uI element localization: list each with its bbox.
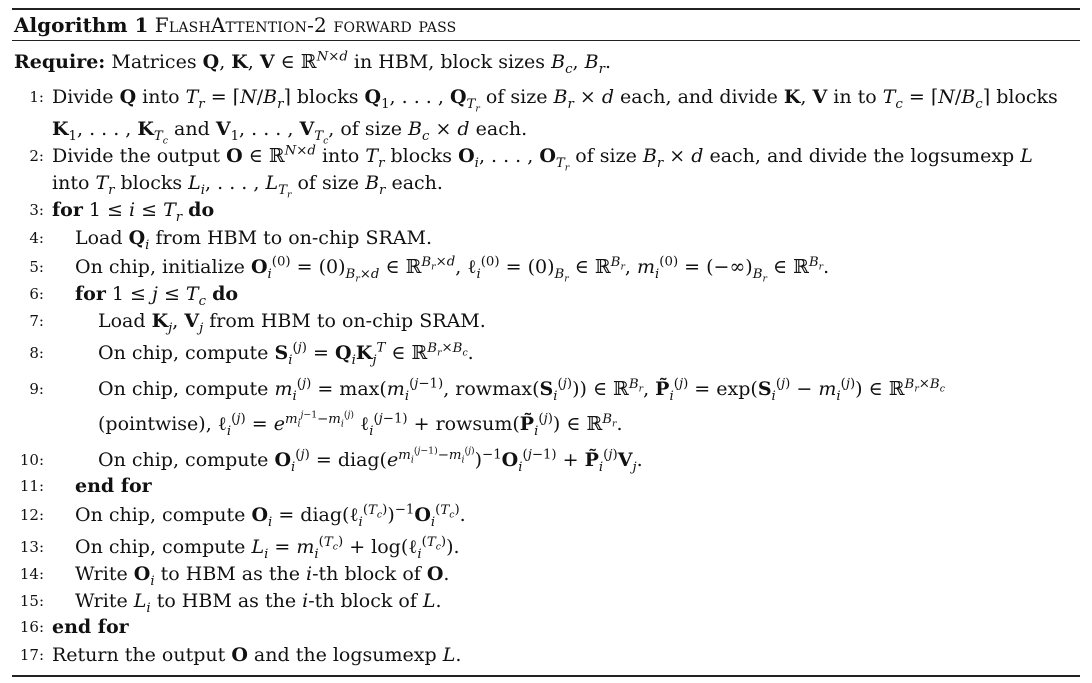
line-number: 13: (19, 538, 44, 556)
line-number: 11: (19, 477, 44, 495)
line-number: 12: (19, 506, 44, 524)
line-text: Load $K_j$, $V_j$ from HBM to on-chip SRAM. (98, 310, 486, 336)
line-number: 10: (19, 451, 44, 469)
line-text: for $1 \le j \le T_c$ do (75, 283, 239, 309)
line-text: (pointwise), ℓ$_i^{(j)}$ = $e^{m_i^{j-1}-m_i^{(j)}}$ ℓ$_i^{(j-1)}$ + $rowsum(P̃_i^{(j)})$ ∈ ℝ$^{B_r}$. (98, 409, 623, 439)
line-text: On chip, compute $m_i^{(j)} = \max(m_i^{(j-1)}$, $rowmax(S_i^{(j)})$) ∈ ℝ$^{B_r}$, $P̃_i^{(j)} = \exp(S_i^{(j)} - m_i^{(j)})$ ∈ ℝ$^{B_r\times B_c}$ (98, 376, 945, 404)
caption-rule (12, 40, 1080, 41)
line-text: for $1 \le i \le T_r$ do (52, 199, 215, 225)
line-text: Write $L_i$ to HBM as the i-th block of L. (75, 590, 442, 616)
line-text: Divide the output O ∈ ℝ$^{N\times d}$ into $T_r$ blocks $O_i$, . . . , $O_{T_r}$ of size $B_r \times d$ each, and divide the logsumexp L (52, 143, 1033, 174)
algorithm-title: FlashAttention-2 forward pass (154, 13, 457, 37)
require-line (14, 49, 611, 75)
line-number: 17: (19, 646, 44, 664)
line-number: 9: (29, 380, 44, 398)
line-text: Return the output O and the logsumexp L. (52, 644, 462, 666)
line-text: On chip, compute $S_i^{(j)} = Q_iK_j^T$ ∈ ℝ$^{B_r\times B_c}$. (98, 340, 474, 368)
line-number: 7: (29, 312, 44, 330)
line-number: 5: (29, 258, 44, 276)
line-text: Load $Q_i$ from HBM to on-chip SRAM. (75, 227, 433, 253)
line-text: $K_1$, . . . , $K_{T_c}$ and $V_1$, . . . , $V_{T_c}$, of size $B_c \times d$ each. (52, 118, 528, 147)
line-number: 15: (19, 592, 44, 610)
line-number: 4: (29, 229, 44, 247)
line-number: 14: (19, 565, 44, 583)
line-text: On chip, initialize $O_i^{(0)} = (0)_{B_r\times d}$ ∈ ℝ$^{B_r\times d}$, ℓ$_i^{(0)}$ = $(0)_{B_r}$ ∈ ℝ$^{B_r}$, $m_i^{(0)} = (-\infty)_{B_r}$ ∈ ℝ$^{B_r}$. (75, 254, 830, 285)
top-rule (12, 8, 1080, 10)
algorithm-caption (14, 13, 456, 37)
line-number: 16: (19, 618, 44, 636)
line-number: 8: (29, 344, 44, 362)
line-text: end for (52, 616, 129, 638)
line-text: On chip, compute $O_i^{(j)}$ = $diag(e^{m_i^{(j-1)}-m_i^{(j)}})^{-1}O_i^{(j-1)}$ + $P̃_i^{(j)}V_j$. (98, 445, 643, 475)
line-number: 1: (29, 88, 44, 106)
line-number: 6: (29, 285, 44, 303)
require-keyword: Require: (14, 51, 106, 73)
line-number: 2: (29, 147, 44, 165)
line-number: 3: (29, 201, 44, 219)
bottom-rule (12, 675, 1080, 677)
line-text: On chip, compute $L_i = m_i^{(T_c)}$ + log(ℓ$_i^{(T_c)}$). (75, 534, 460, 562)
algorithm-label: Algorithm 1 (14, 13, 149, 37)
line-text: into $T_r$ blocks $L_i$, . . . , $L_{T_r}$ of size $B_r$ each. (52, 172, 443, 201)
line-text: On chip, compute $O_i$ = $diag(\ell_i^{(T_c)})^{-1}O_i^{(T_c)}$. (75, 502, 466, 530)
line-text: end for (75, 475, 152, 497)
line-text: Divide Q into $T_r$ = $⌈N/B_r⌉$ blocks $Q_1$, . . . , $Q_{T_r}$ of size $B_r \times d$ each, and divide K, V in to $T_c$ = $⌈N/B_c⌉$ blocks (52, 86, 1058, 115)
line-text: Write $O_i$ to HBM as the i-th block of O. (75, 563, 450, 589)
require-text: Matrices Q, K, V ∈ ℝ$^{N\times d}$ in HBM, block sizes $B_c$, $B_r$. (111, 49, 611, 77)
